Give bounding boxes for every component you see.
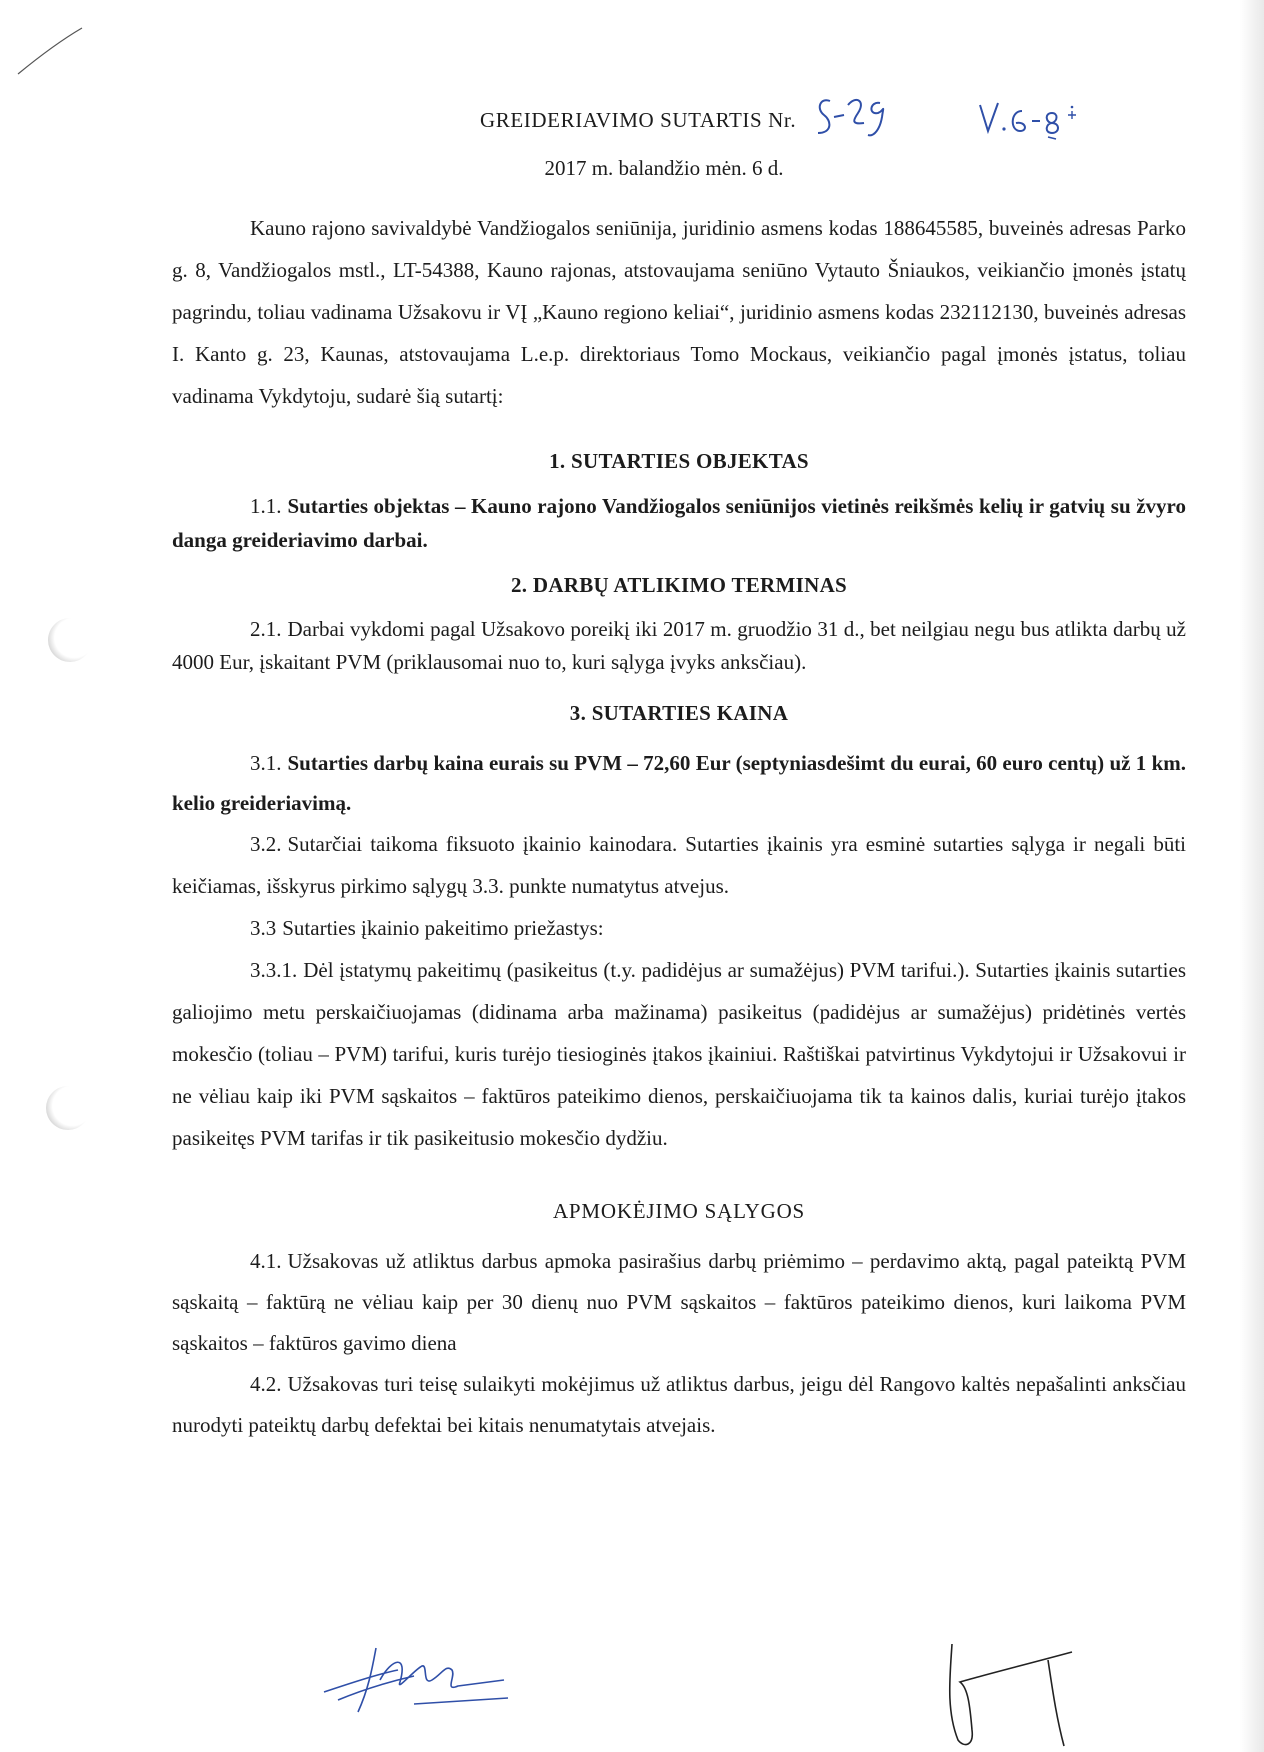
contract-intro: Kauno rajono savivaldybė Vandžiogalos seniūnija, juridinio asmens kodas 188645585, buveinės adresas Parko g. 8, Vandžiogalos mstl., LT-54388, Kauno rajonas, atstovaujama seniūno Vytauto Šniaukos, veikiančio įmonės įstatų pagrindu, toliau vadinama Užsakovu ir VĮ „Kauno regiono keliai“, juridinio asmens kodas 232112130, buveinės adresas I. Kanto g. 23, Kaunas, atstovaujama L.e.p. direktoriaus Tomo Mockaus, veikiančio pagal įmonės įstatus, toliau vadinama Vykdytoju, sudarė šią sutartį: <box>172 216 1186 408</box>
clause-1-1 <box>172 489 1186 557</box>
section-4-heading: APMOKĖJIMO SĄLYGOS <box>552 1199 806 1223</box>
clause-number: 3.1. <box>250 751 282 775</box>
clause-2-1 <box>172 613 1186 679</box>
clause-3-2 <box>172 823 1186 907</box>
contract-date: 2017 m. balandžio mėn. 6 d. <box>544 156 784 180</box>
title-row <box>172 95 1186 143</box>
clause-number: 3.3.1. <box>250 958 298 982</box>
clause-number: 3.2. <box>250 832 282 856</box>
contract-title: GREIDERIAVIMO SUTARTIS Nr. <box>480 108 797 132</box>
clause-number: 4.2. <box>250 1372 282 1396</box>
clause-number: 1.1. <box>250 494 282 518</box>
scan-edge-shadow <box>1240 0 1264 1752</box>
pen-stroke-mark <box>10 22 90 82</box>
clause-number: 4.1. <box>250 1249 282 1273</box>
clause-3-3 <box>172 907 1186 949</box>
clause-4-1 <box>172 1241 1186 1364</box>
punch-hole-bottom <box>46 1086 90 1130</box>
clause-text: Užsakovas turi teisę sulaikyti mokėjimus už atliktus darbus, jeigu dėl Rangovo kaltės nepašalinti anksčiau nurodyti pateiktų darbų defektai bei kitais nenumatytais atvejais. <box>172 1372 1186 1437</box>
signature-right <box>940 1636 1090 1752</box>
signature-left <box>318 1640 518 1720</box>
clause-text: Sutarties įkainio pakeitimo priežastys: <box>282 916 604 940</box>
section-3-heading: 3. SUTARTIES KAINA <box>569 701 789 725</box>
clause-text: Darbai vykdomi pagal Užsakovo poreikį iki 2017 m. gruodžio 31 d., bet neilgiau negu bus atlikta darbų už 4000 Eur, įskaitant PVM (priklausomai nuo to, kuri sąlyga įvyks anksčiau). <box>172 617 1186 674</box>
clause-number: 2.1. <box>250 617 282 641</box>
clause-text: Užsakovas už atliktus darbus apmoka pasirašius darbų priėmimo – perdavimo aktą, pagal pateiktą PVM sąskaitą – faktūrą ne vėliau kaip per 30 dienų nuo PVM sąskaitos – faktūros pateikimo dienos, kuri laikoma PVM sąskaitos – faktūros gavimo diena <box>172 1249 1186 1355</box>
section-1-heading: 1. SUTARTIES OBJEKTAS <box>549 449 809 473</box>
clause-4-2 <box>172 1364 1186 1446</box>
clause-text: Sutarties darbų kaina eurais su PVM – 72,60 Eur (septyniasdešimt du eurai, 60 euro centų) už 1 km. kelio greideriavimą. <box>172 751 1186 815</box>
punch-hole-top <box>48 618 92 662</box>
contract-page <box>172 95 1186 1446</box>
section-2-heading: 2. DARBŲ ATLIKIMO TERMINAS <box>510 573 848 597</box>
clause-text: Sutarčiai taikoma fiksuoto įkainio kainodara. Sutarties įkainis yra esminė sutarties sąlyga ir negali būti keičiamas, išskyrus pirkimo sąlygų 3.3. punkte numatytus atvejus. <box>172 832 1186 898</box>
clause-3-3-1 <box>172 949 1186 1159</box>
clause-text: Dėl įstatymų pakeitimų (pasikeitus (t.y. padidėjus ar sumažėjus) PVM tarifui.). Sutarties įkainis sutarties galiojimo metu perskaičiuojamas (didinama arba mažinama) pasikeitus (padidėjus ar sumažėjus) pridėtinės vertės mokesčio (toliau – PVM) tarifui, kuris turėjo tiesioginės įtakos įkainiui. Raštiškai patvirtinus Vykdytojui ir Užsakovui ir ne vėliau kaip iki PVM sąskaitos – faktūros pateikimo dienos, perskaičiuojama tik ta kainos dalis, kuriai turėjo įtakos pasikeitęs PVM tarifas ir tik pasikeitusio mokesčio dydžiu. <box>172 958 1186 1150</box>
clause-number: 3.3 <box>250 916 277 940</box>
handwritten-contract-number <box>812 87 1142 157</box>
clause-text: Sutarties objektas – Kauno rajono Vandžiogalos seniūnijos vietinės reikšmės kelių ir gatvių su žvyro danga greideriavimo darbai. <box>172 494 1186 552</box>
clause-3-1 <box>172 743 1186 823</box>
